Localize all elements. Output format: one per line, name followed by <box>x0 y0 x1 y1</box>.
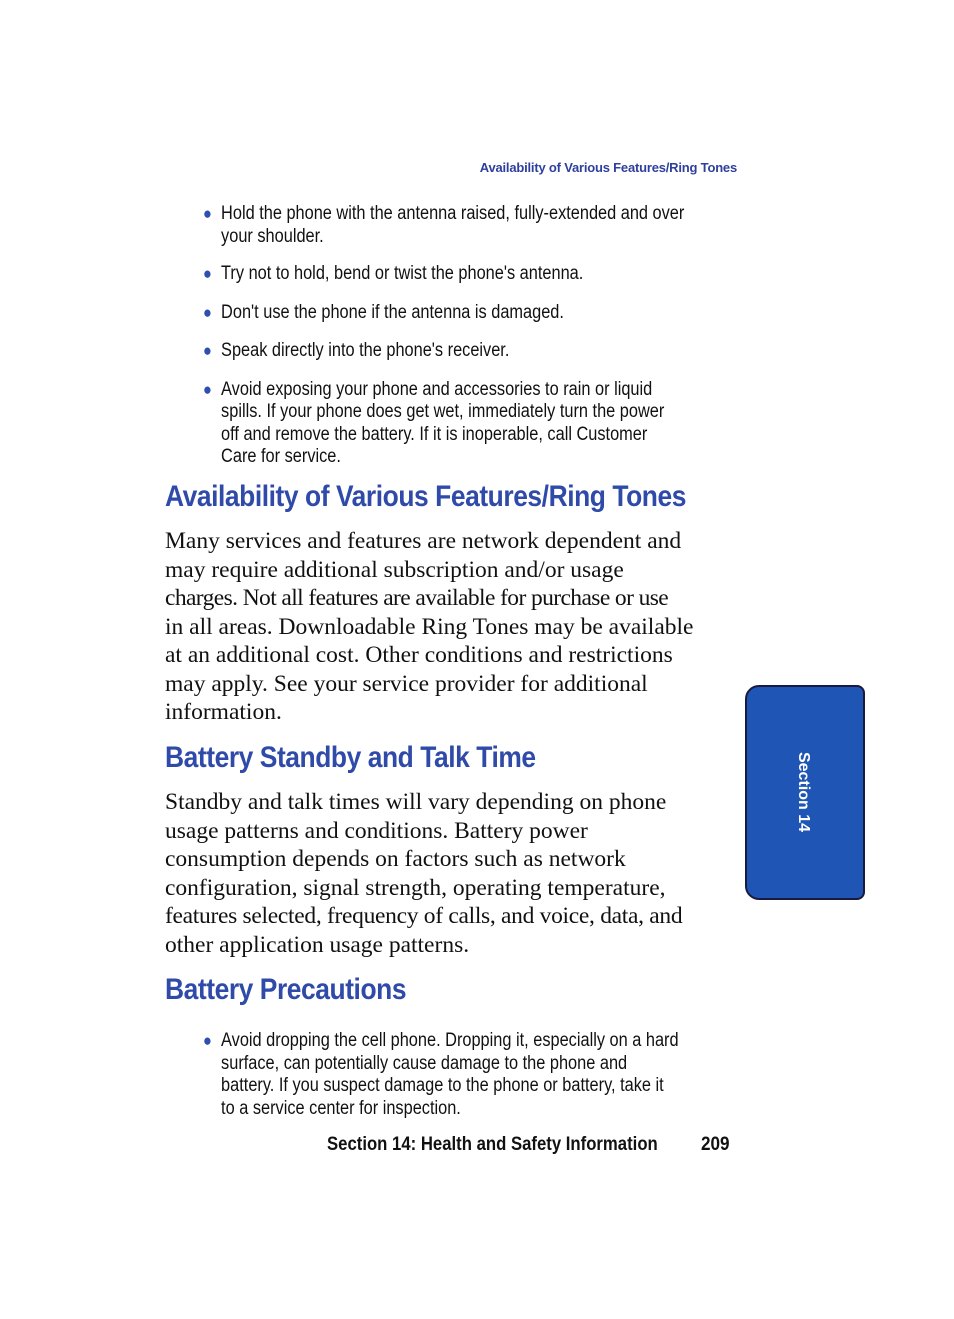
section-paragraph: Standby and talk times will vary depending on phone usage patterns and conditions. Battery power consumption depends on factors such as network configuration, signal strength, operating temperature, features selected, frequency of calls, and voice, data, and other application usage patterns. <box>165 789 683 958</box>
top-bullet-list <box>203 203 743 469</box>
section-heading: Battery Precautions <box>165 973 407 1006</box>
footer-title: Section 14: Health and Safety Information <box>327 1134 658 1155</box>
bullet-icon: ● <box>203 264 212 283</box>
section-tab-label: Section 14 <box>795 751 812 833</box>
running-head: Availability of Various Features/Ring Tones <box>479 160 737 175</box>
list-item: ● Avoid dropping the cell phone. Dropping it, especially on a hard surface, can potentially cause damage to the phone and battery. If you suspect damage to the phone or battery, take it to a service center for inspection. <box>203 1030 679 1119</box>
list-item: ● Avoid exposing your phone and accessories to rain or liquid spills. If your phone does get wet, immediately turn the power off and remove the battery. If it is inoperable, call Customer Care for service. <box>203 378 665 467</box>
section-heading: Availability of Various Features/Ring Tones <box>165 480 686 513</box>
bullet-icon: ● <box>203 204 212 223</box>
bullet-icon: ● <box>203 341 212 360</box>
section-paragraph: Many services and features are network dependent and may require additional subscription and/or usage charges. Not all features are available for purchase or use in all areas. Downloadable Ring Tones may be available at an additional cost. Other conditions and restrictions may apply. See your service provider for additional information. <box>165 528 694 725</box>
bullet-icon: ● <box>203 302 212 322</box>
list-item: ● Speak directly into the phone's receiver. <box>203 340 510 361</box>
list-item: ● Hold the phone with the antenna raised, fully-extended and over your shoulder. <box>203 203 685 247</box>
section-heading: Battery Standby and Talk Time <box>165 741 536 774</box>
list-item: ● Try not to hold, bend or twist the phone's antenna. <box>203 263 584 284</box>
bottom-bullet-list <box>203 1030 743 1120</box>
bullet-icon: ● <box>203 1031 212 1050</box>
bullet-icon: ● <box>203 379 212 399</box>
list-item: ● Don't use the phone if the antenna is damaged. <box>203 301 564 323</box>
page-number: 209 <box>701 1134 730 1155</box>
